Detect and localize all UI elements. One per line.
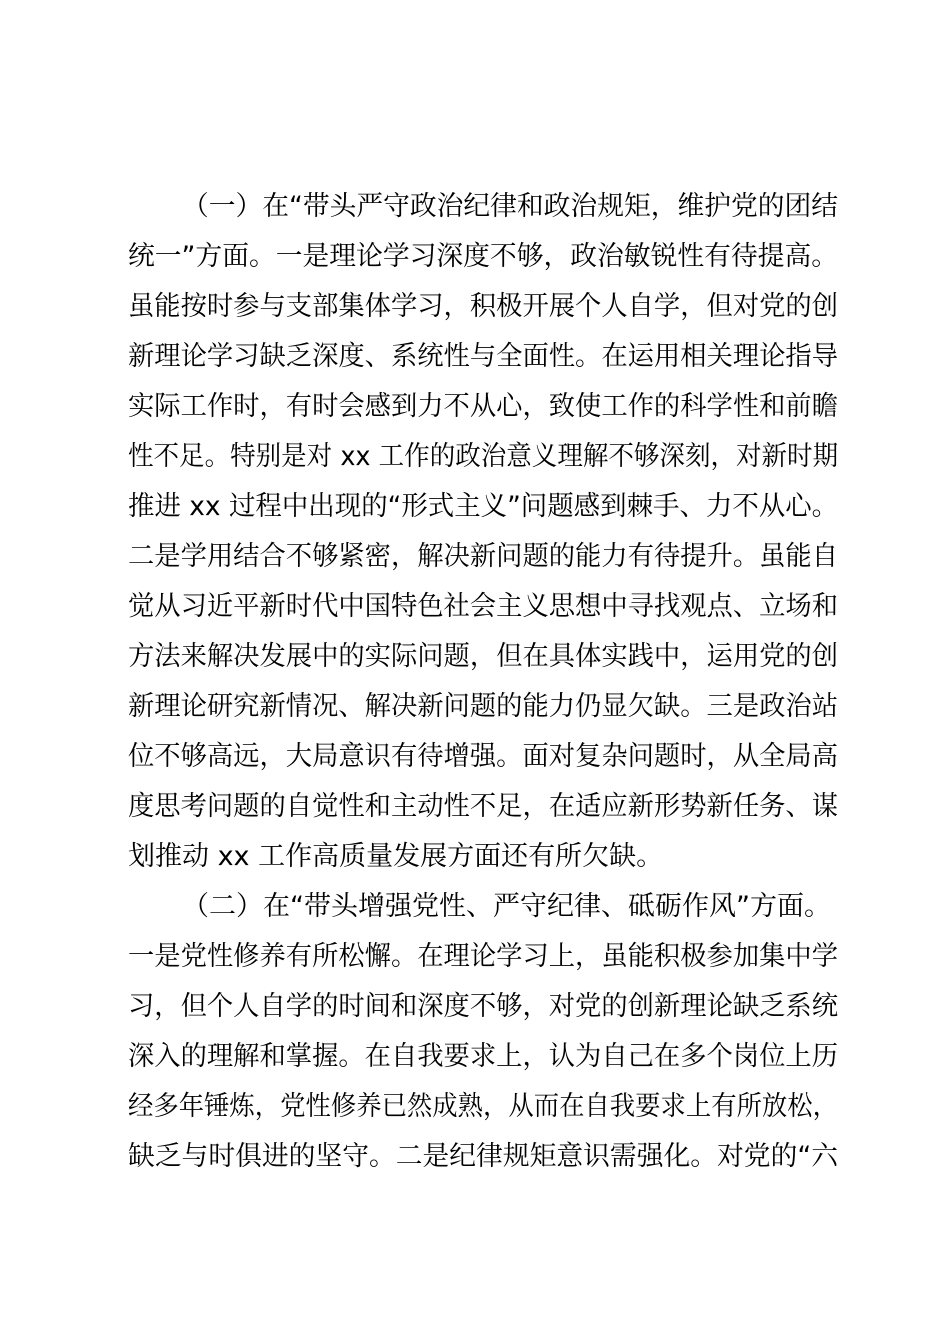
paragraph-2-line-1: （二）在“带头增强党性、严守纪律、砥砺作风”方面。: [182, 891, 831, 922]
paragraph-1-line-9: 觉从习近平新时代中国特色社会主义思想中寻找观点、立场和: [128, 591, 838, 622]
paragraph-1-line-8: 二是学用结合不够紧密，解决新问题的能力有待提升。虽能自: [128, 541, 838, 572]
paragraph-2-line-6: 缺乏与时俱进的坚守。二是纪律规矩意识需强化。对党的“六: [128, 1141, 838, 1172]
paragraph-1-line-4: 新理论学习缺乏深度、系统性与全面性。在运用相关理论指导: [128, 341, 838, 372]
paragraph-1-line-3: 虽能按时参与支部集体学习，积极开展个人自学，但对党的创: [128, 291, 838, 322]
paragraph-1-line-2: 统一”方面。一是理论学习深度不够，政治敏锐性有待提高。: [128, 241, 838, 272]
paragraph-1-line-7: 推进 xx 过程中出现的“形式主义”问题感到棘手、力不从心。: [128, 491, 839, 522]
paragraph-1-line-1: （一）在“带头严守政治纪律和政治规矩，维护党的团结: [182, 191, 838, 222]
paragraph-1-line-6: 性不足。特别是对 xx 工作的政治意义理解不够深刻，对新时期: [128, 441, 839, 472]
paragraph-1-line-5: 实际工作时，有时会感到力不从心，致使工作的科学性和前瞻: [128, 391, 838, 422]
paragraph-2-line-5: 经多年锤炼，党性修养已然成熟，从而在自我要求上有所放松，: [128, 1091, 838, 1122]
paragraph-1-line-10: 方法来解决发展中的实际问题，但在具体实践中，运用党的创: [128, 641, 838, 672]
paragraph-2-line-2: 一是党性修养有所松懈。在理论学习上，虽能积极参加集中学: [128, 941, 838, 972]
paragraph-1-line-11: 新理论研究新情况、解决新问题的能力仍显欠缺。三是政治站: [128, 691, 838, 722]
paragraph-2-line-4: 深入的理解和掌握。在自我要求上，认为自己在多个岗位上历: [128, 1041, 838, 1072]
paragraph-1-line-12: 位不够高远，大局意识有待增强。面对复杂问题时，从全局高: [128, 741, 838, 772]
paragraph-1-line-13: 度思考问题的自觉性和主动性不足，在适应新形势新任务、谋: [128, 791, 838, 822]
paragraph-2-line-3: 习，但个人自学的时间和深度不够，对党的创新理论缺乏系统: [128, 991, 838, 1022]
paragraph-1-line-14: 划推动 xx 工作高质量发展方面还有所欠缺。: [128, 841, 664, 872]
